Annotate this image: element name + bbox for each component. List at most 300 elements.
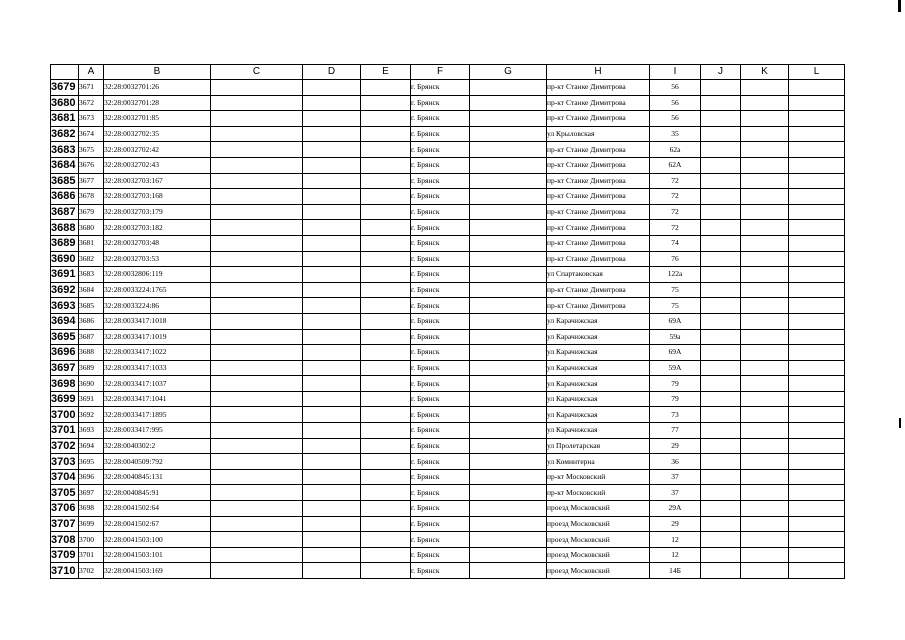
cell-e[interactable] [361,345,411,361]
cell-c[interactable] [211,282,303,298]
cell-a[interactable]: 3673 [79,111,104,127]
cell-e[interactable] [361,391,411,407]
cell-h[interactable]: ул Карачижская [547,329,650,345]
cell-k[interactable] [741,111,789,127]
cell-l[interactable] [789,454,845,470]
cell-b[interactable]: 32:28:0032703:53 [104,251,211,267]
column-header-b[interactable]: B [104,65,211,80]
cell-f[interactable]: г. Брянск [411,501,470,517]
row-number[interactable]: 3694 [51,313,79,329]
cell-k[interactable] [741,142,789,158]
cell-h[interactable]: пр-кт Станке Димитрова [547,95,650,111]
column-header-l[interactable]: L [789,65,845,80]
cell-a[interactable]: 3688 [79,345,104,361]
cell-k[interactable] [741,501,789,517]
cell-d[interactable] [303,485,361,501]
cell-h[interactable]: пр-кт Станке Димитрова [547,251,650,267]
cell-i[interactable]: 76 [650,251,701,267]
cell-c[interactable] [211,267,303,283]
cell-l[interactable] [789,407,845,423]
cell-f[interactable]: г. Брянск [411,329,470,345]
cell-e[interactable] [361,282,411,298]
cell-e[interactable] [361,111,411,127]
cell-i[interactable]: 69А [650,345,701,361]
cell-d[interactable] [303,204,361,220]
cell-g[interactable] [470,267,547,283]
cell-d[interactable] [303,80,361,96]
cell-g[interactable] [470,438,547,454]
cell-c[interactable] [211,220,303,236]
cell-e[interactable] [361,454,411,470]
cell-g[interactable] [470,111,547,127]
cell-j[interactable] [701,360,741,376]
cell-l[interactable] [789,423,845,439]
cell-d[interactable] [303,142,361,158]
cell-j[interactable] [701,391,741,407]
cell-j[interactable] [701,173,741,189]
cell-k[interactable] [741,485,789,501]
column-header-d[interactable]: D [303,65,361,80]
cell-a[interactable]: 3683 [79,267,104,283]
cell-f[interactable]: г. Брянск [411,423,470,439]
cell-k[interactable] [741,126,789,142]
cell-b[interactable]: 32:28:0032703:182 [104,220,211,236]
cell-a[interactable]: 3697 [79,485,104,501]
cell-d[interactable] [303,360,361,376]
cell-k[interactable] [741,298,789,314]
cell-l[interactable] [789,469,845,485]
cell-f[interactable]: г. Брянск [411,111,470,127]
cell-j[interactable] [701,126,741,142]
cell-e[interactable] [361,173,411,189]
cell-g[interactable] [470,235,547,251]
cell-l[interactable] [789,282,845,298]
cell-f[interactable]: г. Брянск [411,469,470,485]
cell-c[interactable] [211,360,303,376]
cell-j[interactable] [701,95,741,111]
cell-c[interactable] [211,80,303,96]
cell-f[interactable]: г. Брянск [411,547,470,563]
cell-b[interactable]: 32:28:0033417:1018 [104,313,211,329]
cell-h[interactable]: ул Коминтерна [547,454,650,470]
cell-f[interactable]: г. Брянск [411,516,470,532]
cell-a[interactable]: 3699 [79,516,104,532]
column-header-k[interactable]: K [741,65,789,80]
cell-k[interactable] [741,95,789,111]
column-header-i[interactable]: I [650,65,701,80]
row-number[interactable]: 3680 [51,95,79,111]
cell-h[interactable]: пр-кт Станке Димитрова [547,235,650,251]
cell-g[interactable] [470,454,547,470]
cell-e[interactable] [361,251,411,267]
cell-d[interactable] [303,423,361,439]
cell-f[interactable]: г. Брянск [411,157,470,173]
cell-f[interactable]: г. Брянск [411,298,470,314]
cell-b[interactable]: 32:28:0032703:179 [104,204,211,220]
cell-k[interactable] [741,547,789,563]
cell-j[interactable] [701,111,741,127]
cell-l[interactable] [789,501,845,517]
cell-e[interactable] [361,485,411,501]
cell-k[interactable] [741,469,789,485]
cell-b[interactable]: 32:28:0040845:131 [104,469,211,485]
cell-f[interactable]: г. Брянск [411,391,470,407]
cell-g[interactable] [470,485,547,501]
cell-g[interactable] [470,126,547,142]
cell-e[interactable] [361,313,411,329]
cell-f[interactable]: г. Брянск [411,235,470,251]
column-header-e[interactable]: E [361,65,411,80]
cell-a[interactable]: 3674 [79,126,104,142]
cell-f[interactable]: г. Брянск [411,251,470,267]
row-number[interactable]: 3682 [51,126,79,142]
cell-f[interactable]: г. Брянск [411,204,470,220]
row-number[interactable]: 3695 [51,329,79,345]
cell-c[interactable] [211,189,303,205]
cell-i[interactable]: 72 [650,173,701,189]
cell-b[interactable]: 32:28:0040302:2 [104,438,211,454]
row-number[interactable]: 3697 [51,360,79,376]
cell-c[interactable] [211,454,303,470]
cell-g[interactable] [470,423,547,439]
cell-c[interactable] [211,376,303,392]
cell-d[interactable] [303,469,361,485]
cell-k[interactable] [741,516,789,532]
cell-e[interactable] [361,95,411,111]
cell-d[interactable] [303,329,361,345]
cell-g[interactable] [470,516,547,532]
cell-h[interactable]: ул Карачижская [547,423,650,439]
cell-l[interactable] [789,563,845,579]
cell-e[interactable] [361,501,411,517]
cell-b[interactable]: 32:28:0041503:100 [104,532,211,548]
row-number[interactable]: 3710 [51,563,79,579]
cell-h[interactable]: пр-кт Московский [547,485,650,501]
cell-i[interactable]: 73 [650,407,701,423]
row-number[interactable]: 3701 [51,423,79,439]
cell-e[interactable] [361,126,411,142]
row-number[interactable]: 3696 [51,345,79,361]
cell-h[interactable]: пр-кт Станке Димитрова [547,157,650,173]
cell-c[interactable] [211,313,303,329]
cell-f[interactable]: г. Брянск [411,438,470,454]
cell-h[interactable]: ул Карачижская [547,360,650,376]
cell-f[interactable]: г. Брянск [411,563,470,579]
cell-l[interactable] [789,391,845,407]
cell-l[interactable] [789,485,845,501]
cell-k[interactable] [741,80,789,96]
cell-h[interactable]: проезд Московский [547,501,650,517]
cell-j[interactable] [701,516,741,532]
cell-a[interactable]: 3701 [79,547,104,563]
cell-i[interactable]: 62А [650,157,701,173]
cell-k[interactable] [741,345,789,361]
row-number[interactable]: 3703 [51,454,79,470]
cell-k[interactable] [741,313,789,329]
row-number[interactable]: 3708 [51,532,79,548]
cell-e[interactable] [361,329,411,345]
row-number[interactable]: 3705 [51,485,79,501]
cell-a[interactable]: 3695 [79,454,104,470]
cell-c[interactable] [211,298,303,314]
column-header-j[interactable]: J [701,65,741,80]
row-number[interactable]: 3679 [51,80,79,96]
cell-b[interactable]: 32:28:0033224:86 [104,298,211,314]
cell-h[interactable]: ул Карачижская [547,345,650,361]
cell-f[interactable]: г. Брянск [411,345,470,361]
cell-c[interactable] [211,157,303,173]
cell-f[interactable]: г. Брянск [411,142,470,158]
column-header-g[interactable]: G [470,65,547,80]
cell-e[interactable] [361,532,411,548]
cell-a[interactable]: 3686 [79,313,104,329]
row-number[interactable]: 3683 [51,142,79,158]
cell-i[interactable]: 29 [650,516,701,532]
cell-j[interactable] [701,532,741,548]
cell-k[interactable] [741,438,789,454]
cell-i[interactable]: 72 [650,189,701,205]
cell-c[interactable] [211,563,303,579]
cell-f[interactable]: г. Брянск [411,454,470,470]
cell-j[interactable] [701,282,741,298]
cell-a[interactable]: 3675 [79,142,104,158]
cell-h[interactable]: ул Карачижская [547,376,650,392]
cell-e[interactable] [361,563,411,579]
cell-h[interactable]: пр-кт Станке Димитрова [547,298,650,314]
row-number[interactable]: 3698 [51,376,79,392]
cell-h[interactable]: пр-кт Станке Димитрова [547,80,650,96]
cell-b[interactable]: 32:28:0032703:168 [104,189,211,205]
cell-a[interactable]: 3692 [79,407,104,423]
cell-j[interactable] [701,204,741,220]
cell-c[interactable] [211,501,303,517]
cell-k[interactable] [741,329,789,345]
cell-d[interactable] [303,220,361,236]
cell-c[interactable] [211,423,303,439]
cell-e[interactable] [361,157,411,173]
cell-h[interactable]: проезд Московский [547,563,650,579]
cell-g[interactable] [470,376,547,392]
cell-i[interactable]: 79 [650,391,701,407]
cell-b[interactable]: 32:28:0033417:1022 [104,345,211,361]
cell-f[interactable]: г. Брянск [411,282,470,298]
cell-h[interactable]: ул Спартаковская [547,267,650,283]
cell-h[interactable]: пр-кт Московский [547,469,650,485]
cell-c[interactable] [211,345,303,361]
cell-d[interactable] [303,251,361,267]
cell-h[interactable]: ул Карачижская [547,391,650,407]
cell-e[interactable] [361,80,411,96]
cell-b[interactable]: 32:28:0033417:1895 [104,407,211,423]
cell-a[interactable]: 3684 [79,282,104,298]
cell-c[interactable] [211,204,303,220]
cell-c[interactable] [211,126,303,142]
cell-j[interactable] [701,485,741,501]
cell-l[interactable] [789,298,845,314]
cell-i[interactable]: 77 [650,423,701,439]
cell-k[interactable] [741,423,789,439]
cell-b[interactable]: 32:28:0032701:85 [104,111,211,127]
cell-k[interactable] [741,157,789,173]
cell-k[interactable] [741,204,789,220]
cell-l[interactable] [789,313,845,329]
cell-f[interactable]: г. Брянск [411,95,470,111]
cell-l[interactable] [789,220,845,236]
cell-c[interactable] [211,516,303,532]
cell-h[interactable]: пр-кт Станке Димитрова [547,142,650,158]
cell-b[interactable]: 32:28:0041502:67 [104,516,211,532]
cell-d[interactable] [303,157,361,173]
row-number[interactable]: 3704 [51,469,79,485]
cell-k[interactable] [741,532,789,548]
cell-g[interactable] [470,220,547,236]
row-number[interactable]: 3689 [51,235,79,251]
cell-i[interactable]: 72 [650,220,701,236]
cell-a[interactable]: 3693 [79,423,104,439]
cell-b[interactable]: 32:28:0032702:42 [104,142,211,158]
cell-g[interactable] [470,95,547,111]
cell-k[interactable] [741,251,789,267]
row-number[interactable]: 3702 [51,438,79,454]
column-header-h[interactable]: H [547,65,650,80]
cell-g[interactable] [470,282,547,298]
cell-b[interactable]: 32:28:0033417:1041 [104,391,211,407]
cell-a[interactable]: 3691 [79,391,104,407]
cell-f[interactable]: г. Брянск [411,126,470,142]
cell-h[interactable]: пр-кт Станке Димитрова [547,220,650,236]
cell-i[interactable]: 14Б [650,563,701,579]
cell-f[interactable]: г. Брянск [411,220,470,236]
cell-e[interactable] [361,220,411,236]
cell-i[interactable]: 29А [650,501,701,517]
cell-g[interactable] [470,251,547,267]
cell-l[interactable] [789,329,845,345]
cell-d[interactable] [303,454,361,470]
cell-h[interactable]: проезд Московский [547,547,650,563]
cell-i[interactable]: 37 [650,485,701,501]
cell-d[interactable] [303,532,361,548]
cell-k[interactable] [741,189,789,205]
cell-g[interactable] [470,189,547,205]
cell-d[interactable] [303,438,361,454]
cell-k[interactable] [741,235,789,251]
cell-b[interactable]: 32:28:0032702:43 [104,157,211,173]
cell-i[interactable]: 59А [650,360,701,376]
cell-a[interactable]: 3671 [79,80,104,96]
cell-i[interactable]: 75 [650,298,701,314]
cell-c[interactable] [211,532,303,548]
cell-b[interactable]: 32:28:0033417:1037 [104,376,211,392]
cell-e[interactable] [361,142,411,158]
cell-i[interactable]: 56 [650,95,701,111]
row-number[interactable]: 3692 [51,282,79,298]
cell-j[interactable] [701,251,741,267]
cell-f[interactable]: г. Брянск [411,80,470,96]
cell-l[interactable] [789,80,845,96]
cell-e[interactable] [361,469,411,485]
cell-g[interactable] [470,532,547,548]
cell-k[interactable] [741,391,789,407]
cell-i[interactable]: 12 [650,532,701,548]
cell-i[interactable]: 56 [650,111,701,127]
cell-d[interactable] [303,391,361,407]
cell-b[interactable]: 32:28:0033224:1765 [104,282,211,298]
row-number[interactable]: 3687 [51,204,79,220]
cell-f[interactable]: г. Брянск [411,313,470,329]
cell-j[interactable] [701,235,741,251]
cell-a[interactable]: 3680 [79,220,104,236]
cell-g[interactable] [470,329,547,345]
cell-c[interactable] [211,485,303,501]
cell-e[interactable] [361,547,411,563]
cell-c[interactable] [211,329,303,345]
cell-e[interactable] [361,516,411,532]
cell-b[interactable]: 32:28:0032702:35 [104,126,211,142]
cell-g[interactable] [470,469,547,485]
cell-j[interactable] [701,501,741,517]
cell-e[interactable] [361,407,411,423]
cell-c[interactable] [211,95,303,111]
cell-j[interactable] [701,376,741,392]
row-number[interactable]: 3709 [51,547,79,563]
cell-l[interactable] [789,532,845,548]
cell-g[interactable] [470,501,547,517]
cell-j[interactable] [701,142,741,158]
cell-e[interactable] [361,235,411,251]
column-header-a[interactable]: A [79,65,104,80]
cell-i[interactable]: 62а [650,142,701,158]
cell-g[interactable] [470,345,547,361]
cell-h[interactable]: пр-кт Станке Димитрова [547,282,650,298]
cell-d[interactable] [303,173,361,189]
cell-d[interactable] [303,501,361,517]
cell-b[interactable]: 32:28:0032701:26 [104,80,211,96]
row-number[interactable]: 3688 [51,220,79,236]
cell-h[interactable]: ул Пролетарская [547,438,650,454]
row-number[interactable]: 3686 [51,189,79,205]
cell-g[interactable] [470,407,547,423]
cell-j[interactable] [701,298,741,314]
cell-j[interactable] [701,438,741,454]
cell-a[interactable]: 3696 [79,469,104,485]
cell-j[interactable] [701,220,741,236]
cell-d[interactable] [303,547,361,563]
cell-l[interactable] [789,204,845,220]
row-number[interactable]: 3693 [51,298,79,314]
cell-l[interactable] [789,438,845,454]
cell-h[interactable]: ул Крыловская [547,126,650,142]
cell-k[interactable] [741,376,789,392]
cell-b[interactable]: 32:28:0041503:101 [104,547,211,563]
cell-a[interactable]: 3685 [79,298,104,314]
cell-l[interactable] [789,267,845,283]
cell-b[interactable]: 32:28:0032703:48 [104,235,211,251]
cell-e[interactable] [361,438,411,454]
cell-j[interactable] [701,329,741,345]
cell-i[interactable]: 74 [650,235,701,251]
row-number[interactable]: 3707 [51,516,79,532]
cell-d[interactable] [303,282,361,298]
cell-b[interactable]: 32:28:0033417:1019 [104,329,211,345]
cell-g[interactable] [470,547,547,563]
cell-l[interactable] [789,173,845,189]
cell-b[interactable]: 32:28:0040509:792 [104,454,211,470]
cell-g[interactable] [470,360,547,376]
cell-k[interactable] [741,407,789,423]
cell-j[interactable] [701,547,741,563]
cell-l[interactable] [789,251,845,267]
cell-k[interactable] [741,220,789,236]
